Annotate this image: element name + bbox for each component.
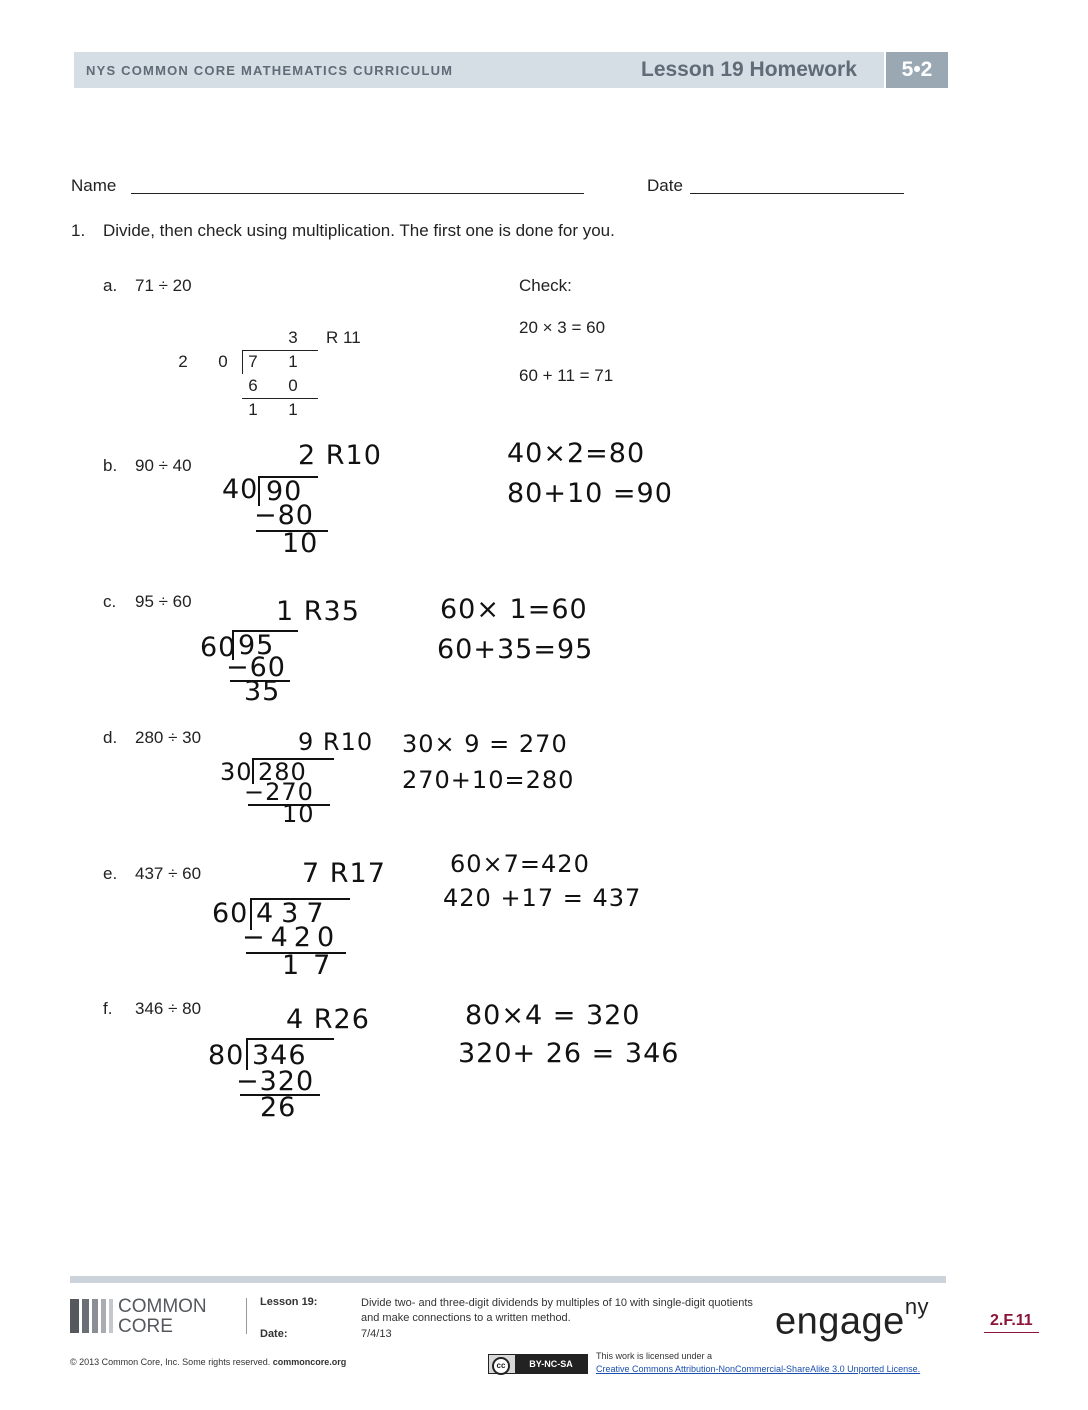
check-label: Check:: [519, 276, 572, 295]
problem-f-check-2: 320+ 26 = 346: [458, 1038, 680, 1069]
handwritten-quotient: 9 R10: [298, 728, 374, 756]
handwritten-dividend: 95: [238, 630, 275, 661]
handwritten-remainder: 10: [282, 800, 315, 828]
division-bar: [242, 350, 318, 351]
problem-b-check-2: 80+10 =90: [507, 478, 673, 509]
handwritten-quotient: 4 R26: [286, 1004, 370, 1035]
date-field[interactable]: [690, 193, 904, 194]
problem-e-letter: e.: [103, 864, 118, 883]
dividend-digit: 7: [248, 352, 258, 371]
handwritten-product: −80: [254, 500, 314, 531]
module-badge: 5•2: [886, 52, 948, 88]
name-label: Name: [71, 176, 117, 195]
handwritten-dividend: 90: [266, 476, 303, 507]
handwritten-divisor: 40: [222, 474, 259, 505]
dividend-digit: 1: [288, 352, 298, 371]
problem-e-check-1: 60×7=420: [450, 850, 590, 878]
question-number: 1.: [71, 221, 86, 240]
cc-badge-text: BY-NC-SA: [515, 1355, 587, 1373]
result-digit: 1: [288, 400, 298, 419]
problem-d-check-1: 30× 9 = 270: [402, 730, 568, 758]
problem-a-expression: 71 ÷ 20: [135, 276, 192, 295]
subtraction-line: [242, 398, 318, 399]
footer-lesson-label: Lesson 19:: [260, 1296, 318, 1308]
license-link[interactable]: Creative Commons Attribution-NonCommercial-ShareAlike 3.0 Unported License.: [596, 1364, 921, 1374]
common-core-wordmark: [118, 1297, 207, 1337]
ny-superscript: ny: [904, 1294, 930, 1319]
handwritten-quotient: 7 R17: [302, 858, 386, 889]
copyright-text: © 2013 Common Core, Inc. Some rights reserved.: [70, 1357, 271, 1367]
long-division-table: [168, 324, 378, 424]
product-digit: 6: [248, 376, 258, 395]
problem-f-check-1: 80×4 = 320: [465, 1000, 641, 1031]
handwritten-quotient: 1 R35: [276, 596, 360, 627]
problem-a-check-2: 60 + 11 = 71: [519, 366, 614, 385]
problem-d-work: [218, 728, 378, 828]
quotient-digit: 3: [288, 328, 298, 347]
problem-e-check-2: 420 +17 = 437: [443, 884, 642, 912]
question-prompt: Divide, then check using multiplication. The first one is done for you.: [103, 221, 615, 240]
problem-c-expression: 95 ÷ 60: [135, 592, 192, 611]
problem-a-letter: a.: [103, 276, 118, 295]
lesson-title: Lesson 19 Homework: [641, 58, 857, 81]
problem-d-expression: 280 ÷ 30: [135, 728, 202, 747]
footer-description: Divide two- and three-digit dividends by multiples of 10 with single-digit quotients and make connections to a written method.: [361, 1297, 753, 1324]
page-code: 2.F.11: [984, 1312, 1039, 1333]
problem-f-letter: f.: [103, 999, 113, 1018]
cc-icon: cc: [492, 1357, 510, 1375]
handwritten-dividend: 346: [252, 1040, 307, 1071]
logo-line-1: COMMON: [118, 1296, 207, 1317]
problem-c-work: [198, 596, 368, 711]
footer-date: 7/4/13: [361, 1328, 392, 1340]
handwritten-product: −60: [226, 652, 286, 683]
engageny-logo: [775, 1294, 930, 1344]
problem-d-check-2: 270+10=280: [402, 766, 575, 794]
handwritten-divisor: 60: [200, 632, 237, 663]
license-line: This work is licensed under a: [596, 1351, 713, 1361]
handwritten-remainder: 17: [282, 950, 345, 981]
handwritten-dividend: 280: [258, 758, 307, 786]
handwritten-remainder: 26: [260, 1092, 297, 1123]
handwritten-divisor: 60: [212, 898, 249, 929]
handwritten-product: −270: [244, 778, 314, 806]
handwritten-dividend: 437: [256, 898, 332, 929]
product-digit: 0: [288, 376, 298, 395]
problem-f-expression: 346 ÷ 80: [135, 999, 202, 1018]
remainder: R 11: [326, 328, 361, 347]
handwritten-quotient: 2 R10: [298, 440, 382, 471]
common-core-logo-icon: [70, 1299, 114, 1333]
footer-rule: [70, 1276, 946, 1283]
problem-e-expression: 437 ÷ 60: [135, 864, 202, 883]
problem-c-check-1: 60× 1=60: [440, 594, 588, 625]
handwritten-divisor: 80: [208, 1040, 245, 1071]
result-digit: 1: [248, 400, 258, 419]
problem-b-work: [220, 440, 390, 560]
problem-b-check-1: 40×2=80: [507, 438, 646, 469]
problem-b-expression: 90 ÷ 40: [135, 456, 192, 475]
footer-date-label: Date:: [260, 1328, 288, 1340]
copyright-site: commoncore.org: [272, 1357, 347, 1367]
divisor-digit: 2: [178, 352, 188, 371]
problem-c-check-2: 60+35=95: [437, 634, 594, 665]
problem-b-letter: b.: [103, 456, 118, 475]
cc-license-badge[interactable]: [488, 1354, 588, 1374]
curriculum-title: NYS COMMON CORE MATHEMATICS CURRICULUM: [86, 63, 454, 78]
divisor-digit: 0: [218, 352, 228, 371]
problem-e-work: [210, 858, 400, 981]
handwritten-product: −320: [236, 1066, 315, 1097]
copyright: [70, 1357, 346, 1367]
problem-c-letter: c.: [103, 592, 117, 611]
footer-divider: [246, 1298, 247, 1334]
handwritten-divisor: 30: [220, 758, 253, 786]
problem-d-letter: d.: [103, 728, 118, 747]
handwritten-product: −420: [242, 922, 341, 953]
date-label: Date: [647, 176, 683, 195]
logo-line-2: CORE: [118, 1316, 173, 1337]
handwritten-remainder: 10: [282, 528, 319, 559]
name-field[interactable]: [131, 193, 584, 194]
handwritten-remainder: 35: [244, 676, 281, 707]
engage-wordmark: engage: [775, 1300, 905, 1343]
problem-a-check-1: 20 × 3 = 60: [519, 318, 606, 337]
problem-f-work: [206, 1004, 386, 1124]
